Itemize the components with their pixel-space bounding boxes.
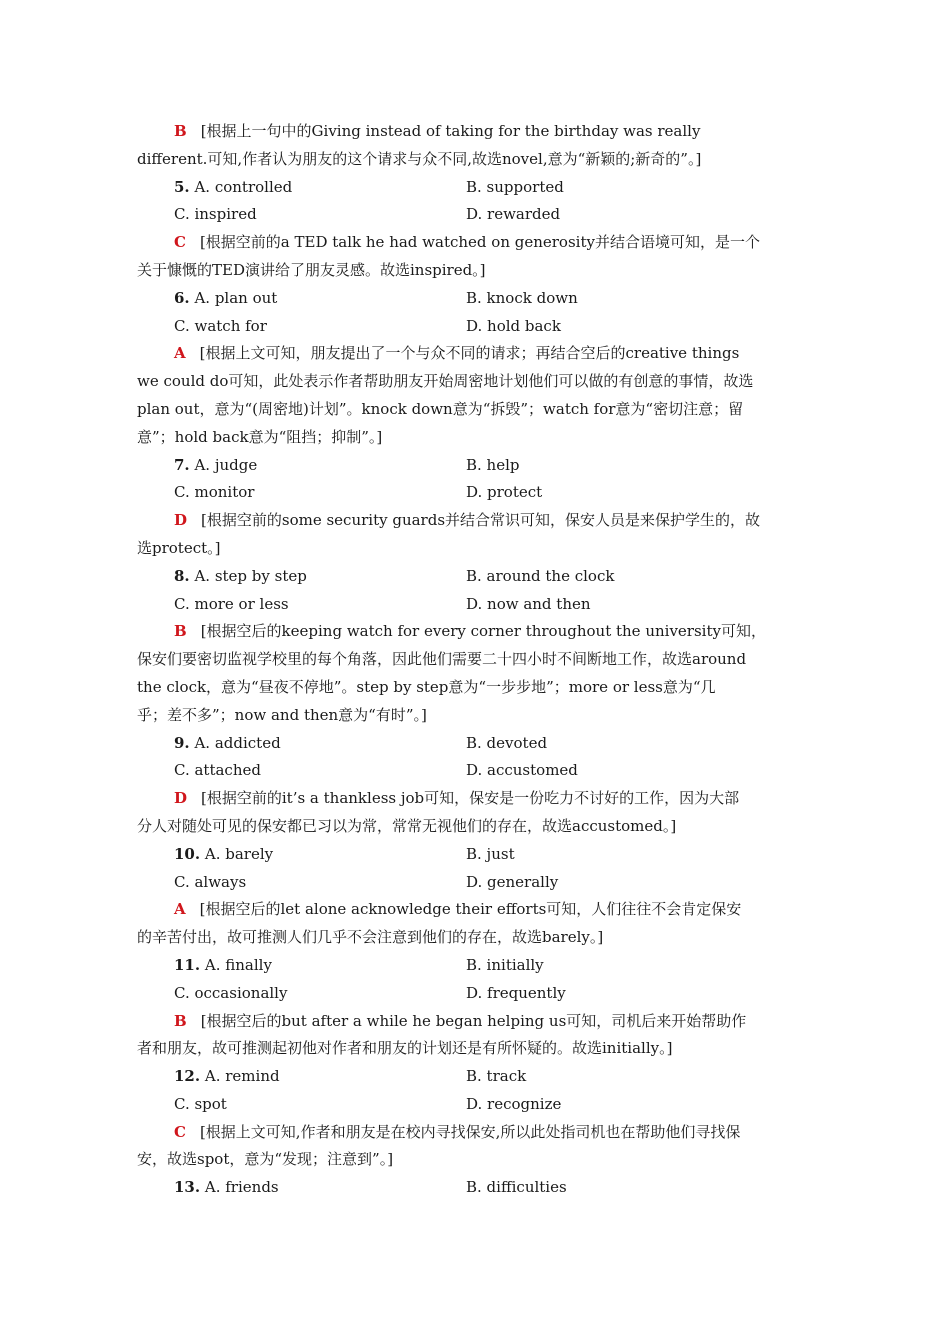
option-b: B. supported (466, 177, 564, 196)
option-row (137, 980, 815, 1008)
explanation-line (137, 257, 815, 285)
option-row (137, 201, 815, 229)
explanation-line (137, 1119, 815, 1147)
explanation-text: 安，故选spot，意为“发现；注意到”。] (137, 1150, 394, 1169)
explanation-text: different.可知,作者认为朋友的这个请求与众不同,故选novel,意为“新颖的;新奇的”。] (137, 149, 702, 168)
option-b: B. track (466, 1067, 527, 1086)
option-a-text: A. step by step (194, 566, 307, 585)
option-b: B. just (466, 844, 515, 863)
answer-letter: B (174, 1011, 187, 1030)
option-c: C. occasionally (174, 983, 288, 1002)
question-number: 13. (174, 1178, 201, 1197)
option-row (137, 757, 815, 785)
option-row (137, 452, 815, 480)
option-c: C. monitor (174, 483, 255, 502)
option-row (137, 730, 815, 758)
option-row (137, 1063, 815, 1091)
explanation-text: [根据上文可知，朋友提出了一个与众不同的请求；再结合空后的creative things (199, 344, 740, 363)
option-a (174, 452, 466, 480)
option-row (137, 869, 815, 897)
option-a (174, 952, 466, 980)
explanation-text: 者和朋友，故可推测起初他对作者和朋友的计划还是有所怀疑的。故选initially。] (137, 1039, 673, 1058)
option-b: B. devoted (466, 733, 548, 752)
option-b: B. knock down (466, 288, 578, 307)
option-c: C. attached (174, 761, 261, 780)
answer-letter: A (174, 344, 186, 363)
option-b: B. around the clock (466, 566, 615, 585)
explanation-line (137, 229, 815, 257)
explanation-text: [根据空后的but after a while he began helping us可知，司机后来开始帮助作 (200, 1011, 747, 1030)
question-number: 10. (174, 844, 201, 863)
option-a-text: A. friends (204, 1178, 279, 1197)
explanation-text: [根据空前的it’s a thankless job可知，保安是一份吃力不讨好的工作，因为大部 (201, 789, 740, 808)
explanation-line (137, 702, 815, 730)
answer-letter: D (174, 789, 188, 808)
explanation-line (137, 674, 815, 702)
option-row (137, 285, 815, 313)
explanation-line (137, 507, 815, 535)
option-c: C. inspired (174, 205, 257, 224)
explanation-line (137, 368, 815, 396)
explanation-line (137, 618, 815, 646)
answer-letter: C (174, 1122, 186, 1141)
explanation-line (137, 424, 815, 452)
option-d: D. accustomed (466, 761, 578, 780)
option-b: B. difficulties (466, 1178, 567, 1197)
option-a (174, 174, 466, 202)
explanation-text: the clock，意为“昼夜不停地”。step by step意为“一步步地”；more or less意为“几 (137, 677, 716, 696)
option-row (137, 563, 815, 591)
explanation-line (137, 1008, 815, 1036)
question-number: 6. (174, 288, 190, 307)
explanation-text: [根据空前的some security guards并结合常识可知，保安人员是来保护学生的，故 (201, 511, 761, 530)
option-a (174, 1174, 466, 1202)
explanation-text: 的辛苦付出，故可推测人们几乎不会注意到他们的存在，故选barely。] (137, 928, 604, 947)
explanation-text: [根据空前的a TED talk he had watched on generosity并结合语境可知，是一个 (199, 233, 760, 252)
question-number: 12. (174, 1067, 201, 1086)
answer-letter: C (174, 233, 186, 252)
explanation-text: [根据空后的let alone acknowledge their efforts可知，人们往往不会肯定保安 (199, 900, 742, 919)
option-b: B. help (466, 455, 520, 474)
question-number: 5. (174, 177, 190, 196)
answer-letter: B (174, 122, 187, 140)
explanation-line (137, 146, 815, 174)
explanation-line (137, 1035, 815, 1063)
option-row (137, 841, 815, 869)
explanation-text: 分人对随处可见的保安都已习以为常，常常无视他们的存在，故选accustomed。] (137, 816, 677, 835)
option-d: D. recognize (466, 1094, 562, 1113)
option-b: B. initially (466, 955, 544, 974)
answer-letter: B (174, 622, 187, 641)
option-a-text: A. judge (194, 455, 258, 474)
option-row (137, 952, 815, 980)
explanation-text: [根据上文可知,作者和朋友是在校内寻找保安,所以此处指司机也在帮助他们寻找保 (199, 1122, 741, 1141)
option-d: D. frequently (466, 983, 566, 1002)
option-a (174, 730, 466, 758)
explanation-line (137, 396, 815, 424)
option-c: C. always (174, 872, 247, 891)
explanation-line (137, 785, 815, 813)
question-number: 11. (174, 955, 201, 974)
question-number: 9. (174, 733, 190, 752)
option-row (137, 479, 815, 507)
option-c: C. spot (174, 1094, 227, 1113)
explanation-line (137, 118, 815, 146)
option-d: D. rewarded (466, 205, 561, 224)
option-d: D. generally (466, 872, 559, 891)
explanation-text: 关于慷慨的TED演讲给了朋友灵感。故选inspired。] (137, 260, 486, 279)
option-c: C. more or less (174, 594, 289, 613)
answer-letter: D (174, 511, 188, 530)
option-a-text: A. finally (204, 955, 272, 974)
explanation-line (137, 813, 815, 841)
explanation-text: plan out，意为“(周密地)计划”。knock down意为“拆毁”；watch for意为“密切注意；留 (137, 399, 744, 418)
explanation-line (137, 896, 815, 924)
answer-letter: A (174, 900, 186, 919)
option-row (137, 591, 815, 619)
option-a (174, 285, 466, 313)
option-c: C. watch for (174, 316, 267, 335)
option-a-text: A. controlled (194, 177, 293, 196)
question-number: 8. (174, 566, 190, 585)
option-a (174, 841, 466, 869)
explanation-line (137, 1146, 815, 1174)
option-a-text: A. barely (204, 844, 274, 863)
option-row (137, 1091, 815, 1119)
explanation-text: 意”；hold back意为“阻挡；抑制”。] (137, 427, 383, 446)
explanation-line (137, 340, 815, 368)
option-a (174, 1063, 466, 1091)
option-row (137, 174, 815, 202)
option-a-text: A. addicted (194, 733, 281, 752)
question-number: 7. (174, 455, 190, 474)
explanation-text: we could do可知，此处表示作者帮助朋友开始周密地计划他们可以做的有创意的事情，故选 (137, 372, 754, 391)
option-row (137, 313, 815, 341)
option-a-text: A. plan out (194, 288, 278, 307)
option-row (137, 1174, 815, 1202)
option-a-text: A. remind (204, 1067, 280, 1086)
explanation-text: [根据上一句中的Giving instead of taking for the birthday was really (200, 122, 701, 140)
explanation-line (137, 924, 815, 952)
explanation-line (137, 535, 815, 563)
explanation-text: 保安们要密切监视学校里的每个角落，因此他们需要二十四小时不间断地工作，故选around (137, 650, 747, 669)
explanation-text: 乎；差不多”；now and then意为“有时”。] (137, 705, 427, 724)
option-a (174, 563, 466, 591)
explanation-line (137, 646, 815, 674)
explanation-text: [根据空后的keeping watch for every corner throughout the university可知， (200, 622, 766, 641)
option-d: D. now and then (466, 594, 591, 613)
option-d: D. protect (466, 483, 543, 502)
explanation-text: 选protect。] (137, 538, 221, 557)
option-d: D. hold back (466, 316, 561, 335)
document-page (137, 118, 815, 1202)
